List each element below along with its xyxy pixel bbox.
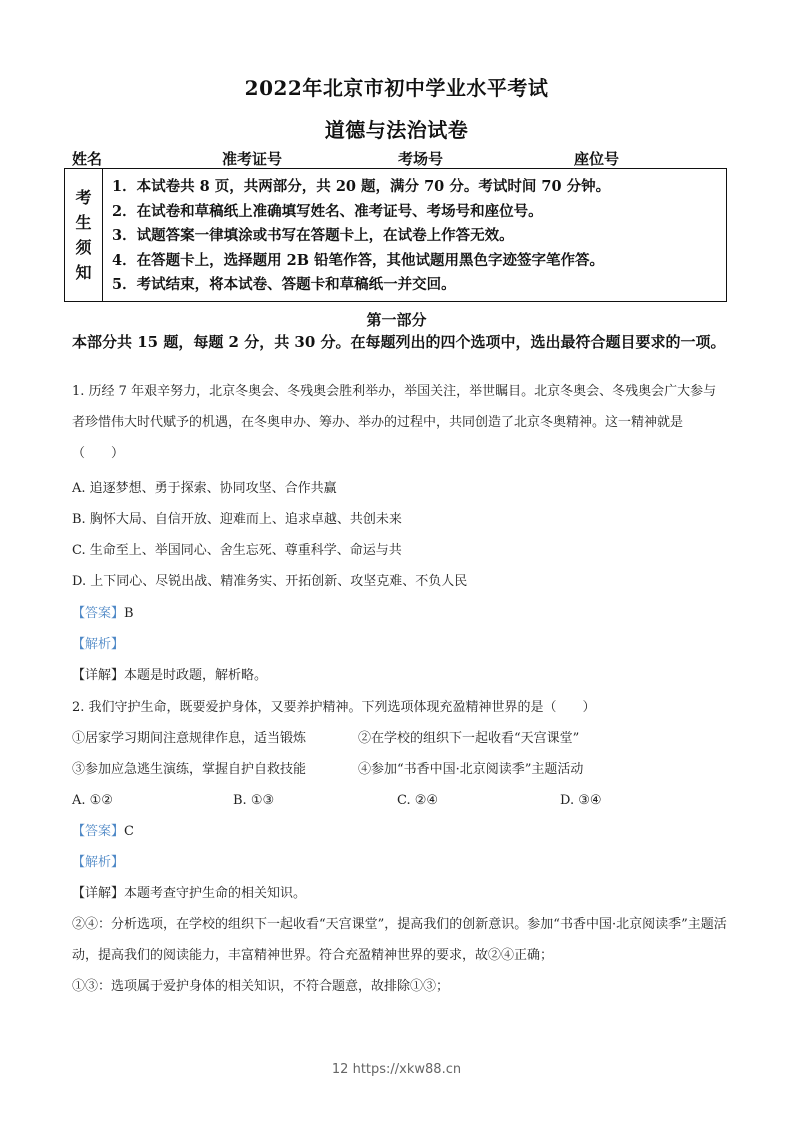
question-1-option-c: C. 生命至上、举国同心、舍生忘死、尊重科学、命运与共 — [72, 543, 402, 558]
notice-heading-char: 生 — [75, 213, 92, 232]
question-2-analysis — [72, 847, 727, 878]
question-2-options — [72, 785, 727, 816]
statement-2: ②在学校的组织下一起收看“天宫课堂” — [358, 731, 580, 746]
analysis-label: 【解析】 — [72, 855, 125, 870]
question-1-option-a: A. 追逐梦想、勇于探索、协同攻坚、合作共赢 — [72, 481, 337, 496]
answer-label: 【答案】 — [72, 824, 125, 839]
admission-number-field[interactable] — [222, 148, 398, 169]
answer-value: B — [124, 606, 134, 621]
question-2-explanation-2: ①③：选项属于爱护身体的相关知识，不符合题意，故排除①③； — [72, 979, 450, 994]
notice-item: 2．在试卷和草稿纸上准确填写姓名、准考证号、考场号和座位号。 — [112, 202, 543, 220]
notice-heading — [65, 169, 103, 301]
question-2-stem: 2. 我们守护生命，既要爱护身体，又要养护精神。下列选项体现充盈精神世界的是（ ） — [72, 700, 596, 715]
exam-room-field[interactable] — [398, 148, 574, 169]
question-2-option-a: A. ①② — [72, 793, 113, 808]
question-2-option-b: B. ①③ — [233, 793, 275, 808]
page-footer — [0, 1062, 793, 1077]
question-2-statements-row-1 — [72, 723, 727, 754]
name-label: 姓名 — [72, 150, 103, 168]
question-1-answer — [72, 598, 727, 629]
question-2-option-d: D. ③④ — [560, 793, 602, 808]
candidate-info-row — [72, 148, 722, 169]
answer-value: C — [124, 824, 134, 839]
answer-label: 【答案】 — [72, 606, 125, 621]
question-2-statements-row-2 — [72, 754, 727, 785]
question-2-explanation-1: ②④：分析选项，在学校的组织下一起收看“天宫课堂”，提高我们的创新意识。参加“书香中国·北京阅读季”主题活动，提高我们的阅读能力，丰富精神世界。符合充盈精神世界的要求，故②④正确； — [72, 917, 727, 963]
notice-item: 3．试题答案一律填涂或书写在答题卡上，在试卷上作答无效。 — [112, 227, 514, 244]
notice-item: 1．本试卷共 8 页，共两部分，共 20 题，满分 70 分。考试时间 70 分钟。 — [112, 178, 611, 195]
seat-number-blank[interactable] — [621, 154, 717, 169]
seat-number-label: 座位号 — [574, 150, 620, 168]
admission-number-blank[interactable] — [284, 154, 372, 169]
admission-number-label: 准考证号 — [222, 150, 283, 168]
detail-label: 【详解】 — [72, 668, 125, 683]
statement-1: ①居家学习期间注意规律作息，适当锻炼 — [72, 731, 307, 746]
exam-room-label: 考场号 — [398, 150, 444, 168]
source-url[interactable]: https://xkw88.cn — [352, 1062, 462, 1077]
exam-room-blank[interactable] — [445, 154, 549, 169]
exam-title: 2022年北京市初中学业水平考试 — [244, 76, 549, 100]
notice-heading-char: 须 — [75, 238, 92, 257]
question-1-option-d: D. 上下同心、尽锐出战、精准务实、开拓创新、攻坚克难、不负人民 — [72, 574, 468, 589]
question-2-detail — [72, 878, 727, 909]
candidate-notice-box — [64, 168, 727, 302]
name-blank[interactable] — [104, 154, 196, 169]
question-2-option-c: C. ②④ — [397, 793, 439, 808]
question-1-stem: 1. 历经 7 年艰辛努力，北京冬奥会、冬残奥会胜利举办，举国关注，举世瞩目。北京冬奥会、冬残奥会广大参与者珍惜伟大时代赋予的机遇，在冬奥申办、筹办、举办的过程中，共同创造了北京冬奥精神。这一精神就是（ ） — [72, 384, 717, 461]
question-2-answer — [72, 816, 727, 847]
name-field[interactable] — [72, 148, 222, 169]
statement-4: ④参加“书香中国·北京阅读季”主题活动 — [358, 762, 584, 777]
statement-3: ③参加应急逃生演练，掌握自护自救技能 — [72, 762, 307, 777]
notice-item: 4．在答题卡上，选择题用 2B 铅笔作答，其他试题用黑色字迹签字笔作答。 — [112, 251, 605, 269]
question-1-analysis — [72, 629, 727, 660]
seat-number-field[interactable] — [574, 148, 722, 169]
analysis-label: 【解析】 — [72, 637, 125, 652]
notice-heading-char: 考 — [75, 188, 92, 207]
detail-text: 本题是时政题，解析略。 — [124, 668, 268, 683]
question-1-option-b: B. 胸怀大局、自信开放、迎难而上、追求卓越、共创未来 — [72, 512, 402, 527]
detail-label: 【详解】 — [72, 886, 125, 901]
part-description: 本部分共 15 题，每题 2 分，共 30 分。在每题列出的四个选项中，选出最符合题目要求的一项。 — [72, 333, 726, 351]
page-number: 12 — [331, 1062, 349, 1077]
detail-text: 本题考查守护生命的相关知识。 — [124, 886, 307, 901]
question-1-detail — [72, 660, 727, 691]
notice-item: 5．考试结束，将本试卷、答题卡和草稿纸一并交回。 — [112, 276, 456, 293]
notice-heading-char: 知 — [75, 263, 92, 282]
exam-subtitle: 道德与法治试卷 — [324, 118, 469, 142]
notice-items — [103, 169, 726, 301]
part-title: 第一部分 — [366, 311, 427, 329]
